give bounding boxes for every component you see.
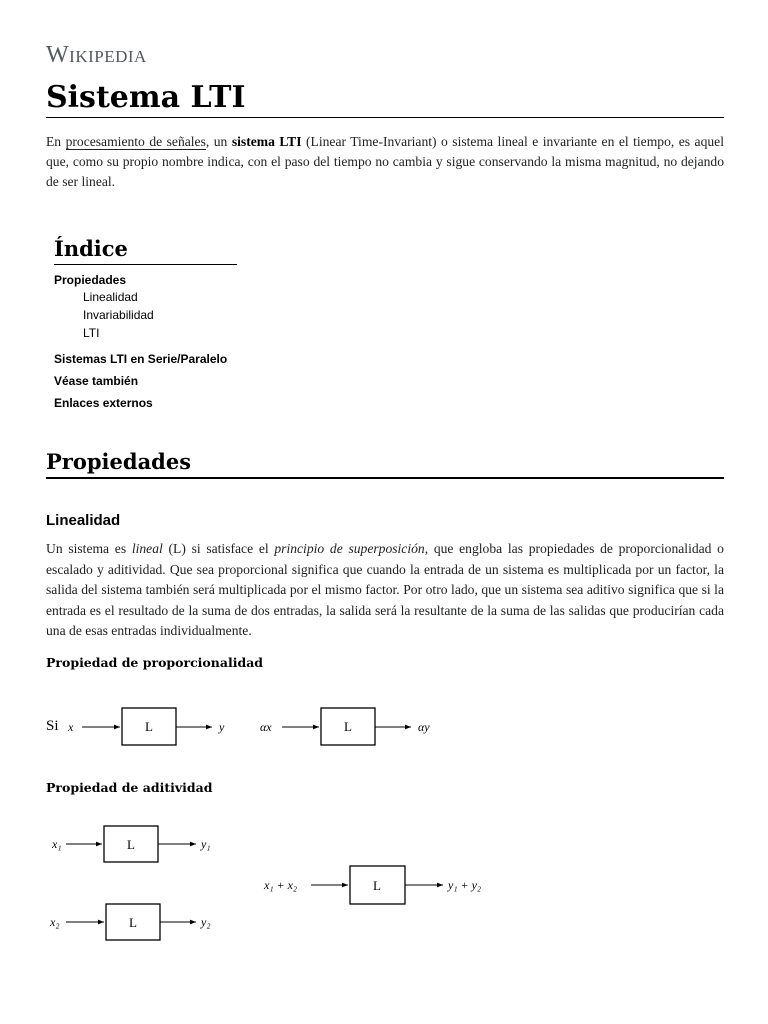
intro-text-2: , un [205, 134, 232, 149]
box-label-1: L [145, 719, 153, 734]
toc-item-invariabilidad[interactable]: Invariabilidad [83, 308, 154, 322]
input-alpha-x: αx [260, 720, 272, 734]
toc-item-linealidad[interactable]: Linealidad [83, 290, 138, 304]
para-italic-superposicion: principio de superposición [274, 541, 425, 556]
output-y1: y₁ [201, 837, 211, 851]
input-x1: x₁ [52, 837, 62, 851]
linealidad-paragraph [46, 539, 724, 642]
subsection-heading-linealidad: Linealidad [46, 512, 121, 529]
input-x1-plus-x2: x₁ + x₂ [264, 878, 298, 892]
table-of-contents [54, 236, 237, 414]
intro-text-3: (Linear Time-Invariant) o sistema lineal e invariante en el tiempo, es aquel que, como su propio nombre indica, con el paso del tiempo no cambia y sigue conservando la misma magnitud, no dejando de ser lineal. [46, 134, 724, 189]
para-text-1: Un sistema es [46, 541, 132, 556]
input-x2: x₂ [50, 915, 60, 929]
toc-item-sistemas-serie[interactable]: Sistemas LTI en Serie/Paralelo [54, 352, 228, 366]
heading-proporcionalidad: Propiedad de proporcionalidad [46, 655, 264, 670]
heading-aditividad: Propiedad de aditividad [46, 780, 213, 795]
output-alpha-y: αy [418, 720, 430, 734]
additivity-diagram [46, 820, 516, 945]
para-text-2: (L) si satisface el [162, 541, 275, 556]
toc-item-lti[interactable]: LTI [83, 326, 100, 340]
intro-bold-term: sistema LTI [231, 134, 302, 149]
si-label: Si [46, 718, 59, 734]
output-y1-plus-y2: y₁ + y₂ [448, 878, 482, 892]
link-procesamiento-senales[interactable]: procesamiento de señales [65, 134, 206, 149]
toc-title: Índice [54, 236, 237, 265]
toc-item-propiedades[interactable]: Propiedades [54, 273, 127, 287]
intro-paragraph [46, 132, 724, 192]
para-text-3: , que engloba las propiedades de proporcionalidad o escalado y aditividad. Que sea proporcional significa que cuando la entrada de un sistema es multiplicada por un factor, la salida del sistema también será multiplicada por el mismo factor. Por otro lado, que un sistema sea aditivo significa que si la entrada es el resultado de la suma de dos entradas, la salida será la resultante de la suma de las salidas que producirían cada una de esas entradas individualmente. [46, 541, 724, 638]
toc-item-enlaces[interactable]: Enlaces externos [54, 396, 153, 410]
input-x: x [68, 720, 74, 734]
page-title: Sistema LTI [46, 80, 724, 118]
box-label-sum: L [373, 878, 381, 893]
output-y: y [219, 720, 225, 734]
output-y2: y₂ [201, 915, 211, 929]
wikipedia-logo[interactable]: Wikipedia [46, 42, 147, 68]
section-heading-propiedades: Propiedades [46, 449, 724, 479]
box-label-x2: L [129, 915, 137, 930]
intro-text-1: En [46, 134, 66, 149]
box-label-x1: L [127, 837, 135, 852]
para-italic-lineal: lineal [131, 541, 163, 556]
box-label-2: L [344, 719, 352, 734]
toc-item-vease[interactable]: Véase también [54, 374, 139, 388]
proportionality-diagram [46, 700, 466, 752]
